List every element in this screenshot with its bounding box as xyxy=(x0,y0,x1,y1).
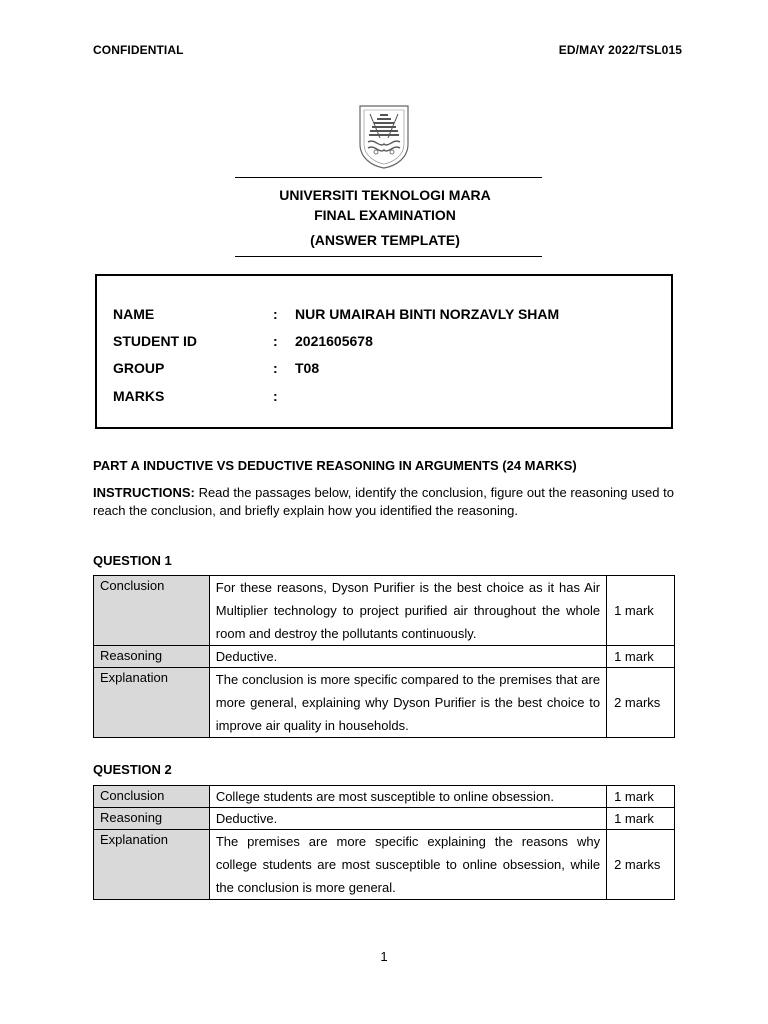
info-value-group: T08 xyxy=(295,360,320,376)
answer-reasoning: Deductive. xyxy=(209,646,606,668)
row-label-explanation: Explanation xyxy=(94,668,210,738)
marks-explanation: 2 marks xyxy=(607,668,675,738)
question-1-title: QUESTION 1 xyxy=(93,553,172,568)
info-row-group xyxy=(113,360,319,376)
instructions-paragraph xyxy=(93,484,674,520)
info-colon: : xyxy=(273,388,278,404)
answer-explanation: The premises are more specific explaining the reasons why college students are most susceptible to online obsession, while the conclusion is more general. xyxy=(209,830,606,900)
question-2-table xyxy=(93,785,675,900)
info-row-name xyxy=(113,306,559,322)
row-label-conclusion: Conclusion xyxy=(94,786,210,808)
marks-explanation: 2 marks xyxy=(607,830,675,900)
marks-conclusion: 1 mark xyxy=(607,576,675,646)
row-label-conclusion: Conclusion xyxy=(94,576,210,646)
question-1-table xyxy=(93,575,675,738)
answer-reasoning: Deductive. xyxy=(209,808,606,830)
university-name: UNIVERSITI TEKNOLOGI MARA xyxy=(279,187,491,203)
info-label: STUDENT ID xyxy=(113,333,197,349)
info-row-student-id xyxy=(113,333,373,349)
answer-conclusion: For these reasons, Dyson Purifier is the best choice as it has Air Multiplier technology to project purified air throughout the whole room and destroy the pollutants continuously. xyxy=(209,576,606,646)
template-title: (ANSWER TEMPLATE) xyxy=(310,232,460,248)
table-row xyxy=(94,668,675,738)
instructions-label: INSTRUCTIONS: xyxy=(93,485,195,500)
title-rule-bottom xyxy=(235,256,542,257)
instructions-text: Read the passages below, identify the conclusion, figure out the reasoning used to reach the conclusion, and briefly explain how you identified the reasoning. xyxy=(93,485,674,518)
info-value-student-id: 2021605678 xyxy=(295,333,373,349)
info-colon: : xyxy=(273,360,278,376)
info-label: NAME xyxy=(113,306,155,322)
marks-reasoning: 1 mark xyxy=(607,646,675,668)
info-colon: : xyxy=(273,333,278,349)
marks-reasoning: 1 mark xyxy=(607,808,675,830)
marks-conclusion: 1 mark xyxy=(607,786,675,808)
info-value-name: NUR UMAIRAH BINTI NORZAVLY SHAM xyxy=(295,306,560,322)
info-label: GROUP xyxy=(113,360,165,376)
student-info-box xyxy=(95,274,673,429)
uitm-crest-icon xyxy=(356,104,412,170)
question-2-title: QUESTION 2 xyxy=(93,762,172,777)
info-colon: : xyxy=(273,306,278,322)
row-label-reasoning: Reasoning xyxy=(94,808,210,830)
answer-explanation: The conclusion is more specific compared to the premises that are more general, explaining why Dyson Purifier is the best choice to improve air quality in households. xyxy=(209,668,606,738)
row-label-reasoning: Reasoning xyxy=(94,646,210,668)
table-row xyxy=(94,646,675,668)
info-row-marks xyxy=(113,388,295,404)
header-confidential: CONFIDENTIAL xyxy=(93,43,184,57)
header-exam-code: ED/MAY 2022/TSL015 xyxy=(558,43,682,57)
table-row xyxy=(94,576,675,646)
table-row xyxy=(94,808,675,830)
info-label: MARKS xyxy=(113,388,165,404)
answer-conclusion: College students are most susceptible to online obsession. xyxy=(209,786,606,808)
exam-title: FINAL EXAMINATION xyxy=(314,207,456,223)
part-a-title: PART A INDUCTIVE VS DEDUCTIVE REASONING IN ARGUMENTS (24 MARKS) xyxy=(93,458,577,473)
table-row xyxy=(94,786,675,808)
table-row xyxy=(94,830,675,900)
title-rule-top xyxy=(235,177,542,178)
page-number: 1 xyxy=(380,949,388,964)
row-label-explanation: Explanation xyxy=(94,830,210,900)
